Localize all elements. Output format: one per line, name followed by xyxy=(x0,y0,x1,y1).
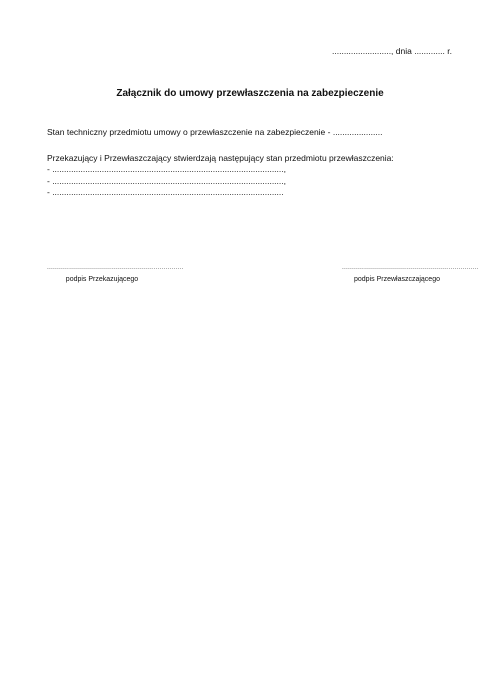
signature-block-transferee xyxy=(342,264,479,283)
signature-label-transferee: podpis Przewłaszczającego xyxy=(354,276,440,283)
statement-intro: Przekazujący i Przewłaszczający stwierdzają następujący stan przedmiotu przewłaszczenia: xyxy=(47,153,394,163)
signature-label-transferor: podpis Przekazującego xyxy=(65,276,139,283)
list-item: - .................................................................................................., xyxy=(47,175,286,186)
list-item: - .................................................................................................. xyxy=(47,187,284,197)
signature-block-transferor xyxy=(47,264,184,283)
signature-line: .................................................................... xyxy=(342,264,479,271)
document-title: Załącznik do umowy przewłaszczenia na zabezpieczenie xyxy=(116,88,384,99)
technical-state-text: Stan techniczny przedmiotu umowy o przewłaszczenie na zabezpieczenie - ..................... xyxy=(47,127,383,137)
list-item: - .................................................................................................., xyxy=(47,164,286,174)
signature-line: .................................................................... xyxy=(47,264,184,271)
state-list xyxy=(47,164,286,199)
date-line: ........................., dnia ............. r. xyxy=(332,46,452,56)
